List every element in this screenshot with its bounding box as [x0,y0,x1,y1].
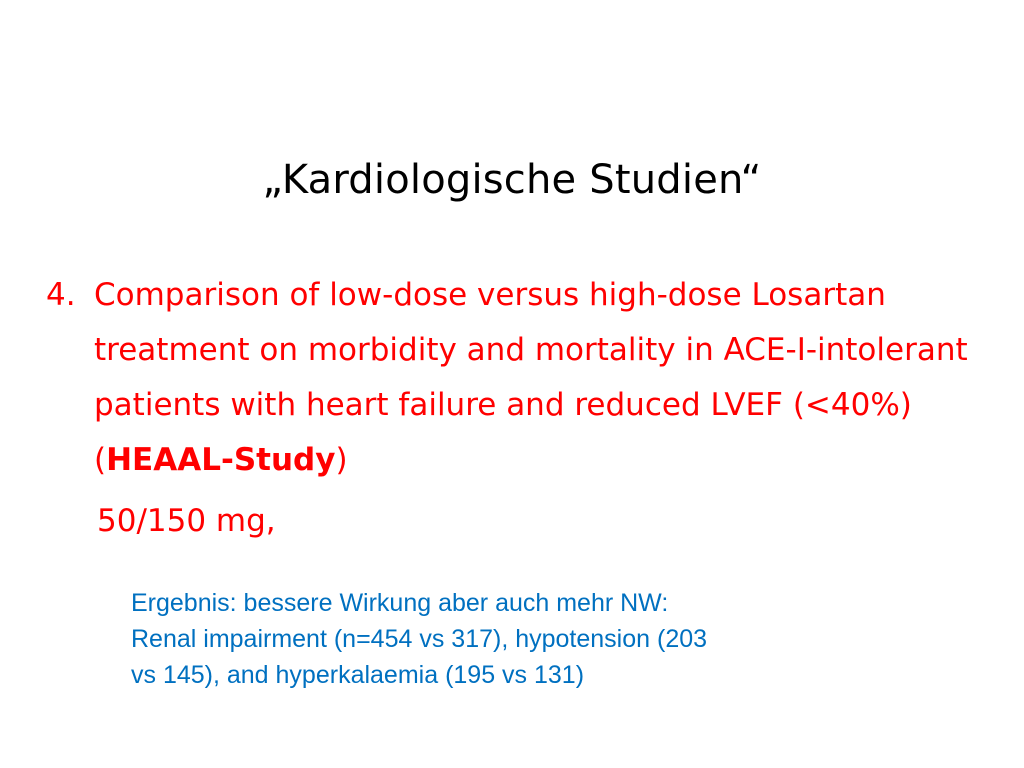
study-name: HEAAL-Study [106,442,336,478]
item-number: 4. [46,277,76,313]
item-closing: ) [335,442,348,478]
result-line: vs 145), and hyperkalaemia (195 vs 131) [131,661,585,689]
result-text [131,585,931,693]
result-line: Renal impairment (n=454 vs 317), hypotension (203 [131,625,708,653]
item-text: Comparison of low-dose versus high-dose Losartan treatment on morbidity and mortality in ACE-I-intolerant patients with heart failure and reduced LVEF (<40%)( [94,277,968,478]
study-item [46,268,986,488]
dose-text: 50/150 mg, [97,503,276,539]
result-line: Ergebnis: bessere Wirkung aber auch mehr NW: [131,589,669,617]
slide-title: „Kardiologische Studien“ [262,157,762,203]
